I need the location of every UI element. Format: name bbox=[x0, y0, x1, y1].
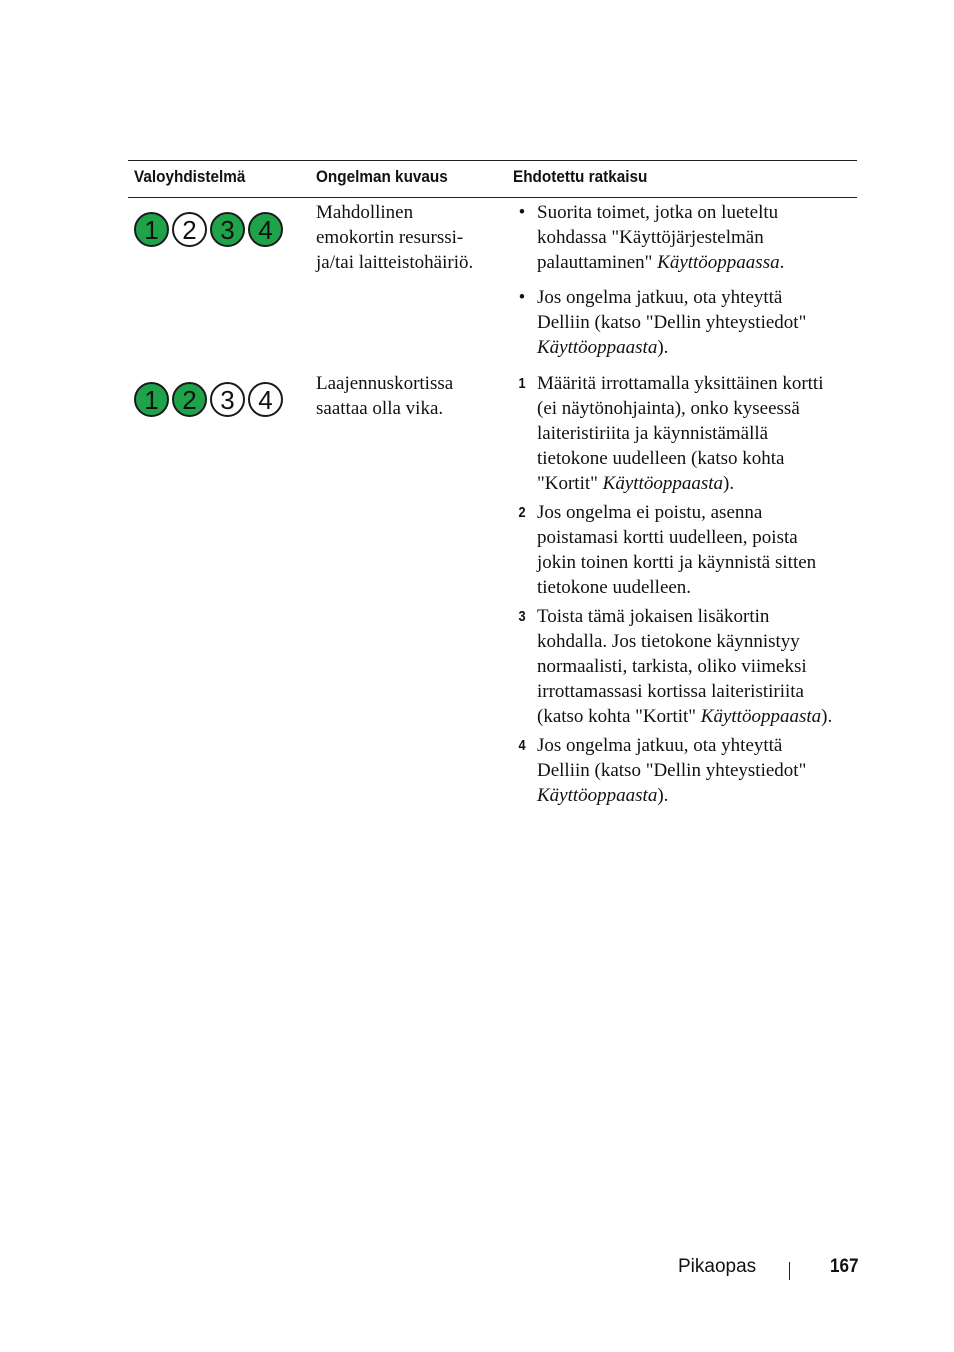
diagnostic-light-2: 2 bbox=[172, 382, 207, 417]
list-item: • Suorita toimet, jotka on lueteltu kohdassa "Käyttöjärjestelmän palauttaminen" Käyttöoppaassa. bbox=[518, 202, 785, 273]
footer-section-title: Pikaopas bbox=[678, 1256, 757, 1277]
header-problem-description: Ongelman kuvaus bbox=[316, 167, 448, 186]
table-top-rule bbox=[128, 160, 857, 161]
diagnostic-light-1: 1 bbox=[134, 382, 169, 417]
diagnostic-light-1: 1 bbox=[134, 212, 169, 247]
page-number: 167 bbox=[830, 1256, 859, 1277]
solution-list-row-1 bbox=[513, 200, 853, 370]
list-item: • Jos ongelma jatkuu, ota yhteyttä Delliin (katso "Dellin yhteystiedot" Käyttöoppaasta). bbox=[518, 287, 807, 358]
diagnostic-light-4: 4 bbox=[248, 212, 283, 247]
light-pattern-row-1 bbox=[134, 212, 283, 247]
diagnostic-light-3: 3 bbox=[210, 212, 245, 247]
solution-list-row-2 bbox=[513, 371, 853, 812]
header-light-pattern: Valoyhdistelmä bbox=[134, 167, 246, 186]
list-item: 1 Määritä irrottamalla yksittäinen kortti (ei näytönohjainta), onko kyseessä laiteristiriita ja käynnistämällä tietokone uudelleen (katso kohta "Kortit" Käyttöoppaasta). bbox=[518, 373, 824, 494]
list-item: 3 Toista tämä jokaisen lisäkortin kohdalla. Jos tietokone käynnistyy normaalisti, tarkista, oliko viimeksi irrottamassasi kortissa laiteristiriita (katso kohta "Kortit" Käyttöoppaasta). bbox=[518, 606, 833, 727]
footer-divider bbox=[789, 1262, 790, 1280]
list-item: 2 Jos ongelma ei poistu, asenna poistamasi kortti uudelleen, poista jokin toinen kortti ja käynnistä sitten tietokone uudelleen. bbox=[518, 502, 817, 598]
diagnostic-light-4: 4 bbox=[248, 382, 283, 417]
list-item: 4 Jos ongelma jatkuu, ota yhteyttä Delliin (katso "Dellin yhteystiedot" Käyttöoppaasta). bbox=[518, 735, 807, 806]
header-bottom-rule bbox=[128, 197, 857, 198]
problem-description-row-2: Laajennuskortissa saattaa olla vika. bbox=[316, 373, 454, 419]
diagnostic-light-2: 2 bbox=[172, 212, 207, 247]
diagnostic-light-3: 3 bbox=[210, 382, 245, 417]
problem-description-row-1: Mahdollinen emokortin resurssi- ja/tai laitteistohäiriö. bbox=[316, 202, 474, 273]
header-suggested-solution: Ehdotettu ratkaisu bbox=[513, 167, 648, 186]
light-pattern-row-2 bbox=[134, 382, 283, 417]
